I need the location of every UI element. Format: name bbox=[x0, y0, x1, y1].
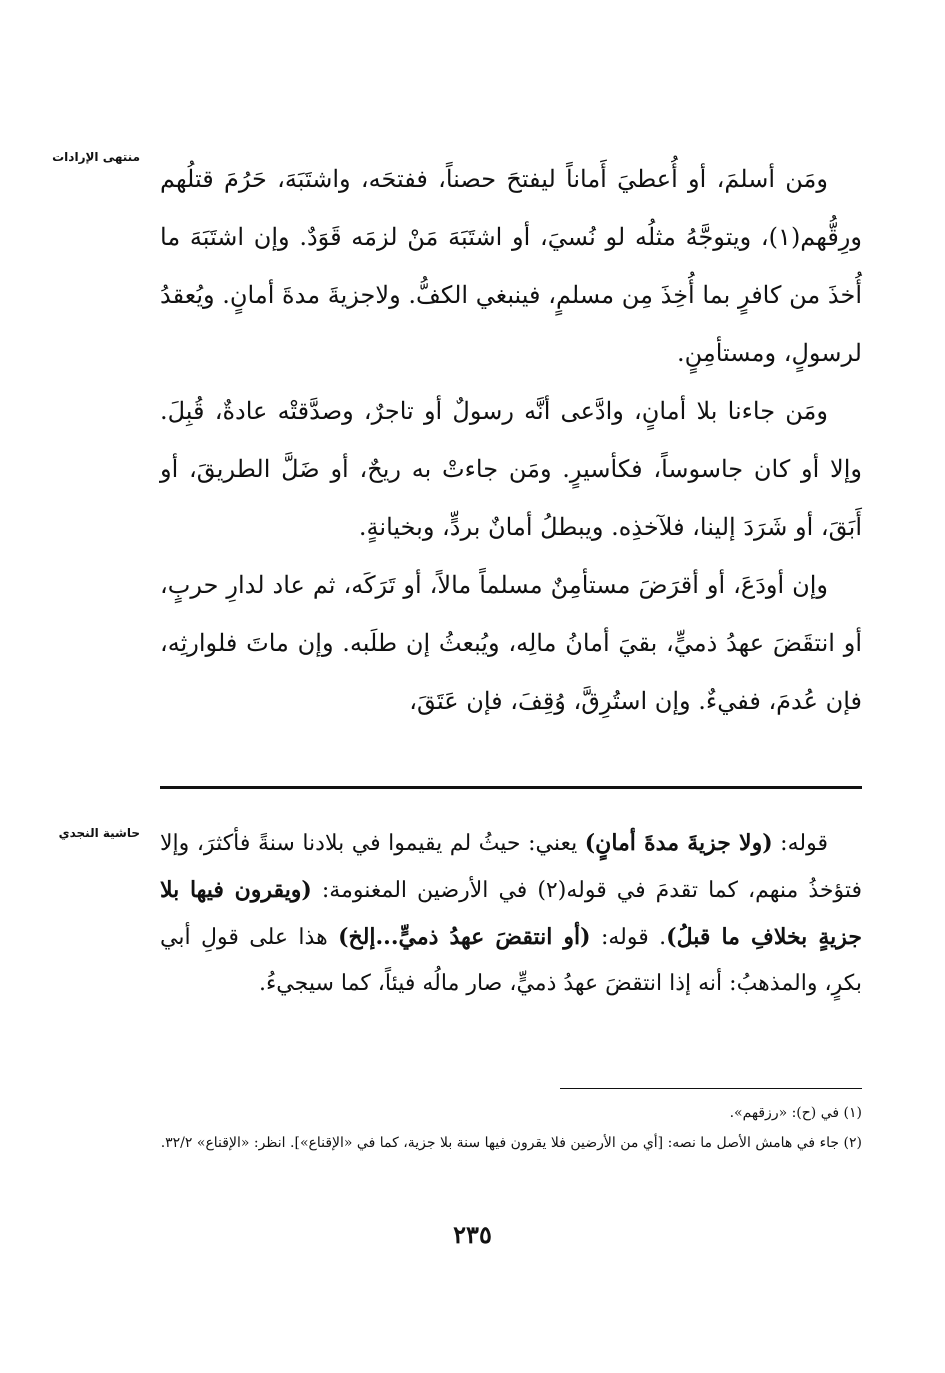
quoted-phrase-1: (ولا جزيةَ مدةَ أمانٍ) bbox=[584, 830, 773, 856]
footnote-2: (٢) جاء في هامش الأصل ما نصه: [أي من الأرضين فلا يقرون فيها سنة بلا جزية، كما في «الإقناع»]. انظر: «الإقناع» ٣٢/٢. bbox=[160, 1135, 862, 1151]
quoted-phrase-3: (أو انتقضَ عهدُ ذميٍّ...إلخ) bbox=[338, 924, 591, 950]
commentary-intro: قوله: bbox=[772, 831, 828, 856]
page-number: ٢٣٥ bbox=[453, 1220, 492, 1249]
running-header-najdi: حاشية النجدي bbox=[58, 826, 140, 840]
commentary-text-1: يعني: حيثُ لم يقيموا في بلادنا سنةً فأكثرَ، وإلا فتؤخذُ منهم، كما تقدمَ في قوله(٢) في الأرضين المغنومة: bbox=[160, 831, 863, 903]
main-paragraph-3: وإن أودَعَ، أو أقرَضَ مستأمِنٌ مسلماً مالاً، أو تَرَكَه، ثم عاد لدارِ حربٍ، أو انتقَضَ عهدُ ذميٍّ، بقيَ أمانُ مالِه، ويُبعثُ إن طلَبه. وإن ماتَ فلوارثِه، فإن عُدمَ، ففيءٌ. وإن استُرِقَّ، وُقِفَ، فإن عَتَقَ، bbox=[160, 571, 862, 715]
main-paragraph-2: ومَن جاءنا بلا أمانٍ، وادَّعى أنَّه رسولٌ أو تاجرٌ، وصدَّقتْه عادةٌ، قُبِلَ. وإلا أو كان جاسوساً، فكأسيرٍ. ومَن جاءتْ به ريحٌ، أو ضَلَّ الطريقَ، أو أَبَقَ، أو شَرَدَ إلينا، فلآخذِه. ويبطلُ أمانٌ بردٍّ، وبخيانةٍ. bbox=[160, 397, 862, 541]
main-paragraph-1: ومَن أسلمَ، أو أُعطيَ أَماناً ليفتحَ حصناً، ففتحَه، واشتَبَهَ، حَرُمَ قتلُهم ورِقُّهم(١)، ويتوجَّهُ مثلُه لو نُسيَ، أو اشتَبَهَ مَنْ لزمَه قَوَدٌ. وإن اشتَبَهَ ما أُخذَ من كافرٍ بما أُخِذَ مِن مسلمٍ، فينبغي الكفُّ. ولاجزيةَ مدةَ أمانٍ. ويُعقدُ لرسولٍ، ومستأمِنٍ. bbox=[160, 165, 862, 367]
footnote-1: (١) في (ح): «رزقهم». bbox=[729, 1105, 862, 1121]
main-text-divider bbox=[160, 786, 862, 789]
footnote-divider bbox=[560, 1088, 862, 1089]
commentary-paragraph bbox=[160, 820, 862, 1007]
commentary-text bbox=[160, 820, 862, 1007]
commentary-text-2: . قوله: bbox=[590, 925, 667, 950]
quoted-phrase-2: (ويقرون فيها بلا جزيةٍ بخلافِ ما قبلُ) bbox=[160, 877, 863, 950]
running-header-muntaha: منتهى الإرادات bbox=[52, 150, 140, 164]
footnotes bbox=[160, 1098, 862, 1158]
main-text bbox=[160, 150, 862, 730]
commentary-text-3: هذا على قولِ أبي بكرٍ، والمذهبُ: أنه إذا انتقضَ عهدُ ذميٍّ، صار مالُه فيئاً، كما سيجيءُ. bbox=[160, 925, 862, 996]
